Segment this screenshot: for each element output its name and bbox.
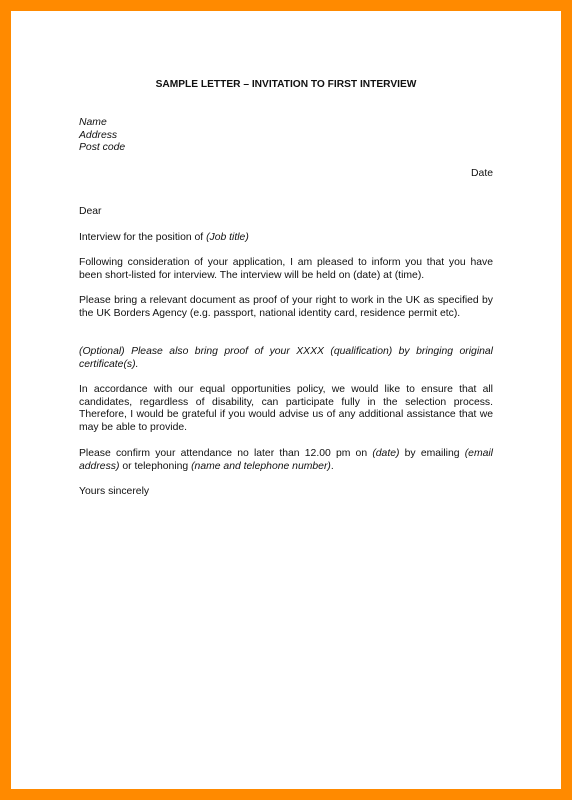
paragraph-right-to-work: Please bring a relevant document as proof of your right to work in the UK as specified by the UK Borders Agency (e.g. passport, national identity card, residence permit etc). bbox=[79, 295, 493, 319]
paragraph-shortlist: Following consideration of your application, I am pleased to inform you that you have been short-listed for interview. The interview will be held on (date) at (time). bbox=[79, 257, 493, 281]
address-postcode: Post code bbox=[79, 142, 126, 154]
confirm-text-3: or telephoning bbox=[119, 460, 192, 472]
address-line: Address bbox=[79, 129, 118, 141]
subject-prefix: Interview for the position of bbox=[79, 232, 207, 243]
subject-line bbox=[79, 232, 493, 245]
paragraph-confirm-attendance bbox=[79, 448, 493, 473]
confirm-phone-placeholder: (name and telephone number) bbox=[191, 460, 331, 472]
closing: Yours sincerely bbox=[79, 486, 150, 497]
paragraph-optional-qualification: (Optional) Please also bring proof of your XXXX (qualification) by bringing original certificate(s). bbox=[79, 346, 493, 370]
address-name: Name bbox=[79, 117, 107, 128]
address-block bbox=[79, 117, 125, 155]
confirm-text-4: . bbox=[330, 460, 334, 472]
confirm-text-2: by emailing bbox=[399, 448, 465, 459]
confirm-date-placeholder: (date) bbox=[372, 448, 400, 459]
letter-date: Date bbox=[471, 168, 493, 179]
subject-job-title: (Job title) bbox=[206, 232, 249, 243]
paragraph-equal-opportunities: In accordance with our equal opportunities policy, we would like to ensure that all candidates, regardless of disability, can participate fully in the selection process. Therefore, I would be grateful if you would advise us of any additional assistance that we may be able to provide. bbox=[79, 384, 493, 433]
letter-page bbox=[79, 0, 493, 800]
confirm-text-1: Please confirm your attendance no later than 12.00 pm on bbox=[79, 448, 373, 459]
confirm-email-placeholder: (email address) bbox=[79, 448, 493, 472]
salutation: Dear bbox=[79, 206, 102, 217]
letter-title: SAMPLE LETTER – INVITATION TO FIRST INTERVIEW bbox=[155, 79, 417, 90]
